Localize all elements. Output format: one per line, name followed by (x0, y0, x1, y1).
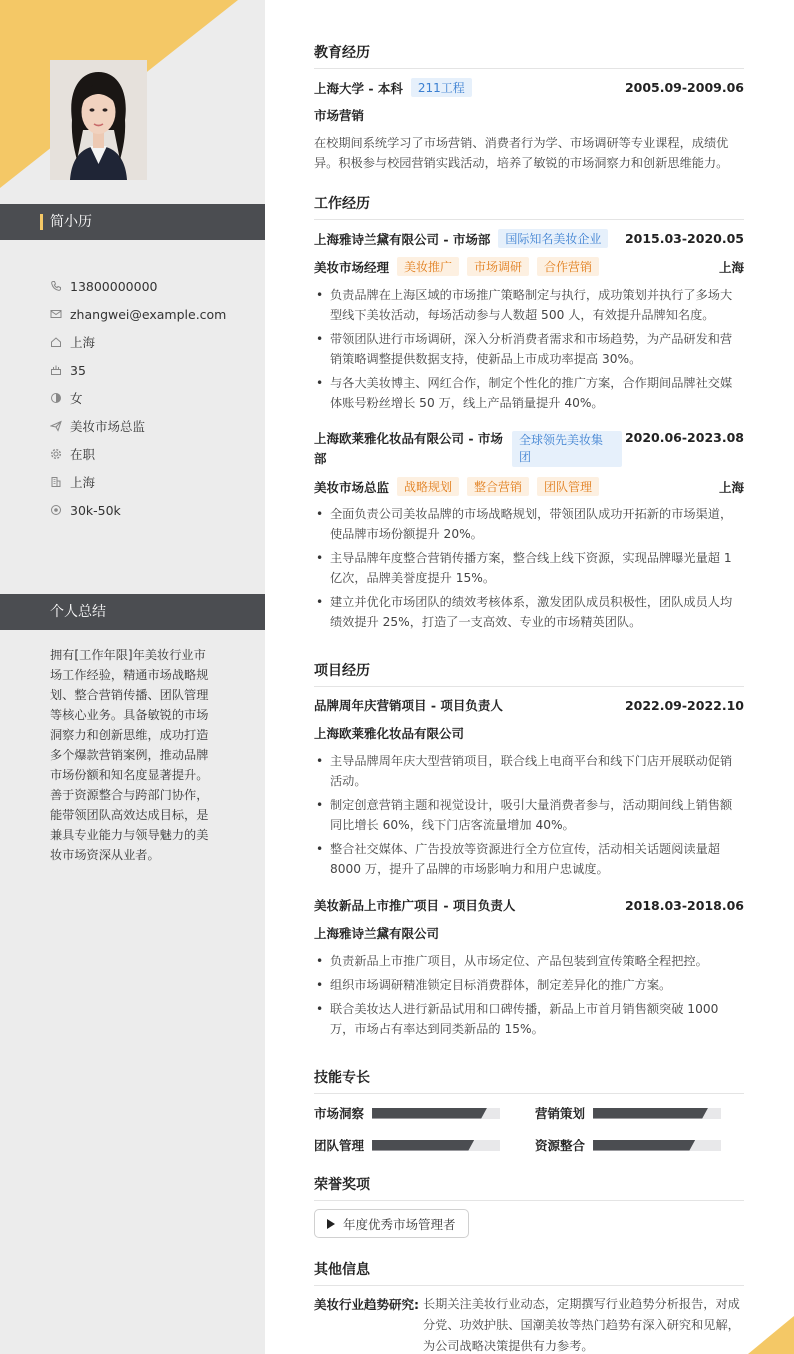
job-2-role: 美妆市场总监 (314, 479, 390, 495)
cake-icon (50, 364, 62, 376)
list-item: • 主导品牌周年庆大型营销项目，联合线上电商平台和线下门店开展联动促销活动。 (314, 751, 744, 791)
phone-value: 13800000000 (70, 278, 158, 294)
skill-bar (372, 1108, 500, 1119)
job-1-header (314, 229, 744, 248)
job-1-role: 美妆市场经理 (314, 259, 390, 275)
project-1-bullets (314, 751, 744, 883)
project-2-date: 2018.03-2018.06 (624, 897, 744, 913)
summary-header-label: 个人总结 (50, 604, 106, 620)
skill-name: 市场洞察 (314, 1106, 365, 1121)
contact-status (50, 440, 226, 468)
list-item: • 负责品牌在上海区域的市场推广策略制定与执行，成功策划并执行了多场大型线下美妆活动，每场活动参与人数超 500 人，有效提升品牌知名度。 (314, 285, 744, 325)
education-major: 市场营销 (314, 108, 365, 123)
status-value: 在职 (70, 447, 96, 462)
target-city-value: 上海 (70, 475, 96, 490)
contact-gender (50, 384, 226, 412)
skill-item (314, 1136, 500, 1154)
contact-email (50, 300, 226, 328)
gender-icon (50, 392, 62, 404)
gear-icon (50, 448, 62, 460)
other-label: 美妆行业趋势研究: (314, 1297, 419, 1312)
skill-bar-fill (593, 1140, 695, 1151)
award-label: 年度优秀市场管理者 (343, 1216, 456, 1232)
job-2-bullets (314, 504, 744, 636)
skill-name: 团队管理 (314, 1138, 365, 1153)
resume-header-label: 简小历 (50, 214, 92, 230)
project-1-company: 上海欧莱雅化妆品有限公司 (314, 726, 465, 741)
list-item: • 整合社交媒体、广告投放等资源进行全方位宣传，活动相关话题阅读量超 8000 万，提升了品牌的市场影响力和用户忠诚度。 (314, 839, 744, 879)
location-value: 上海 (70, 335, 96, 350)
other-text: 长期关注美妆行业动态，定期撰写行业趋势分析报告，对成分党、功效护肤、国潮美妆等热门趋势有深入研究和见解，为公司战略决策提供有力参考。 (423, 1297, 740, 1353)
education-desc: 在校期间系统学习了市场营销、消费者行为学、市场调研等专业课程，成绩优异。积极参与校园营销实践活动，培养了敏锐的市场洞察力和创新思维能力。 (314, 136, 729, 170)
job-2-skill-tag: 团队管理 (537, 477, 599, 496)
other-title: 其他信息 (314, 1259, 744, 1286)
education-header (314, 78, 744, 97)
job-2-date: 2020.06-2023.08 (624, 430, 744, 445)
contact-salary (50, 496, 226, 524)
project-2-bullets (314, 951, 744, 1043)
job-1-city: 上海 (718, 259, 744, 275)
position-value: 美妆市场总监 (70, 419, 146, 434)
skill-name: 营销策划 (535, 1106, 586, 1121)
job-1-skill-tag: 美妆推广 (397, 257, 459, 276)
job-2-role-row (314, 477, 744, 496)
project-2-header (314, 896, 744, 914)
skill-name: 资源整合 (535, 1138, 586, 1153)
list-item: • 制定创意营销主题和视觉设计，吸引大量消费者参与，活动期间线上销售额同比增长 60%，线下门店客流量增加 40%。 (314, 795, 744, 835)
projects-title: 项目经历 (314, 660, 744, 687)
skill-bar-fill (593, 1108, 708, 1119)
job-1-company: 上海雅诗兰黛有限公司 - 市场部 (314, 231, 491, 247)
work-title: 工作经历 (314, 193, 744, 220)
contact-position (50, 412, 226, 440)
coin-icon (50, 504, 62, 516)
job-1-bullets (314, 285, 744, 417)
education-school: 上海大学 - 本科 (314, 80, 403, 96)
job-2-city: 上海 (718, 479, 744, 495)
job-2-tag (512, 431, 622, 467)
list-item: • 联合美妆达人进行新品试用和口碑传播，新品上市首月销售额突破 1000 万，市场占有率达到同类新品的 15%。 (314, 999, 744, 1039)
job-2-tag-line1: 全球领先美妆集 (519, 433, 604, 447)
job-1-tag: 国际知名美妆企业 (498, 229, 608, 248)
project-1-name: 品牌周年庆营销项目 - 项目负责人 (314, 698, 503, 713)
education-major-row (314, 106, 744, 124)
project-1-company-row (314, 724, 744, 742)
job-2-company-line2: 部 (314, 451, 327, 466)
sidebar (0, 0, 265, 1354)
contact-phone (50, 272, 226, 300)
project-2-company: 上海雅诗兰黛有限公司 (314, 926, 440, 941)
list-item: • 主导品牌年度整合营销传播方案，整合线上线下资源，实现品牌曝光量超 1 亿次，品牌美誉度提升 15%。 (314, 548, 744, 588)
accent-bar (40, 214, 43, 230)
skill-bar (593, 1140, 721, 1151)
phone-icon (50, 280, 62, 292)
job-2-tag-line2: 团 (519, 450, 532, 464)
job-1-skill-tag: 合作营销 (537, 257, 599, 276)
skill-bar (593, 1108, 721, 1119)
awards-title: 荣誉奖项 (314, 1174, 744, 1201)
summary-header (0, 594, 265, 630)
project-2-company-row (314, 924, 744, 942)
contact-list (50, 272, 226, 524)
send-icon (50, 420, 62, 432)
corner-decoration (748, 1316, 794, 1354)
list-item: • 建立并优化市场团队的绩效考核体系，激发团队成员积极性，团队成员人均绩效提升 25%，打造了一支高效、专业的市场精英团队。 (314, 592, 744, 632)
age-value: 35 (70, 362, 86, 378)
list-item: • 组织市场调研精准锁定目标消费群体，制定差异化的推广方案。 (314, 975, 744, 995)
building-icon (50, 476, 62, 488)
skills-title: 技能专长 (314, 1067, 744, 1094)
award-item[interactable] (314, 1209, 469, 1238)
education-title: 教育经历 (314, 42, 744, 69)
mail-icon (50, 308, 62, 320)
resume-header (0, 204, 265, 240)
list-item: • 与各大美妆博主、网红合作，制定个性化的推广方案，合作期间品牌社交媒体账号粉丝增长 50 万，线上产品销量提升 40%。 (314, 373, 744, 413)
skill-item (314, 1104, 500, 1122)
job-1-date: 2015.03-2020.05 (624, 231, 744, 246)
summary-text: 拥有[工作年限]年美妆行业市场工作经验，精通市场战略规划、整合营销传播、团队管理等核心业务。具备敏锐的市场洞察力和创新思维，成功打造多个爆款营销案例，推动品牌市场份额和知名度显著提升。善于资源整合与跨部门协作，能带领团队高效达成目标，是兼具专业能力与领导魅力的美妆市场资深从业者。 (50, 648, 209, 862)
contact-age (50, 356, 226, 384)
skill-bar-fill (372, 1140, 474, 1151)
education-date: 2005.09-2009.06 (624, 80, 744, 95)
job-2-skill-tag: 整合营销 (467, 477, 529, 496)
avatar (50, 60, 147, 180)
project-1-date: 2022.09-2022.10 (624, 697, 744, 713)
contact-location (50, 328, 226, 356)
home-icon (50, 336, 62, 348)
job-2-company (314, 429, 504, 469)
email-value: zhangwei@example.com (70, 306, 227, 322)
education-tag: 211工程 (411, 78, 472, 97)
job-1-skill-tag: 市场调研 (467, 257, 529, 276)
list-item: • 全面负责公司美妆品牌的市场战略规划，带领团队成功开拓新的市场渠道，使品牌市场份额提升 20%。 (314, 504, 744, 544)
salary-value: 30k-50k (70, 502, 121, 518)
job-1-role-row (314, 257, 744, 276)
project-1-header (314, 696, 744, 714)
list-item: • 负责新品上市推广项目，从市场定位、产品包装到宣传策略全程把控。 (314, 951, 744, 971)
job-2-company-line1: 上海欧莱雅化妆品有限公司 - 市场 (314, 431, 503, 446)
gender-value: 女 (70, 391, 83, 406)
project-2-name: 美妆新品上市推广项目 - 项目负责人 (314, 898, 516, 913)
skill-bar-fill (372, 1108, 487, 1119)
skill-item (535, 1104, 721, 1122)
contact-target-city (50, 468, 226, 496)
list-item: • 带领团队进行市场调研，深入分析消费者需求和市场趋势，为产品研发和营销策略调整提供数据支持，使新品上市成功率提高 30%。 (314, 329, 744, 369)
skill-item (535, 1136, 721, 1154)
job-2-skill-tag: 战略规划 (397, 477, 459, 496)
play-icon (327, 1219, 335, 1229)
skill-bar (372, 1140, 500, 1151)
